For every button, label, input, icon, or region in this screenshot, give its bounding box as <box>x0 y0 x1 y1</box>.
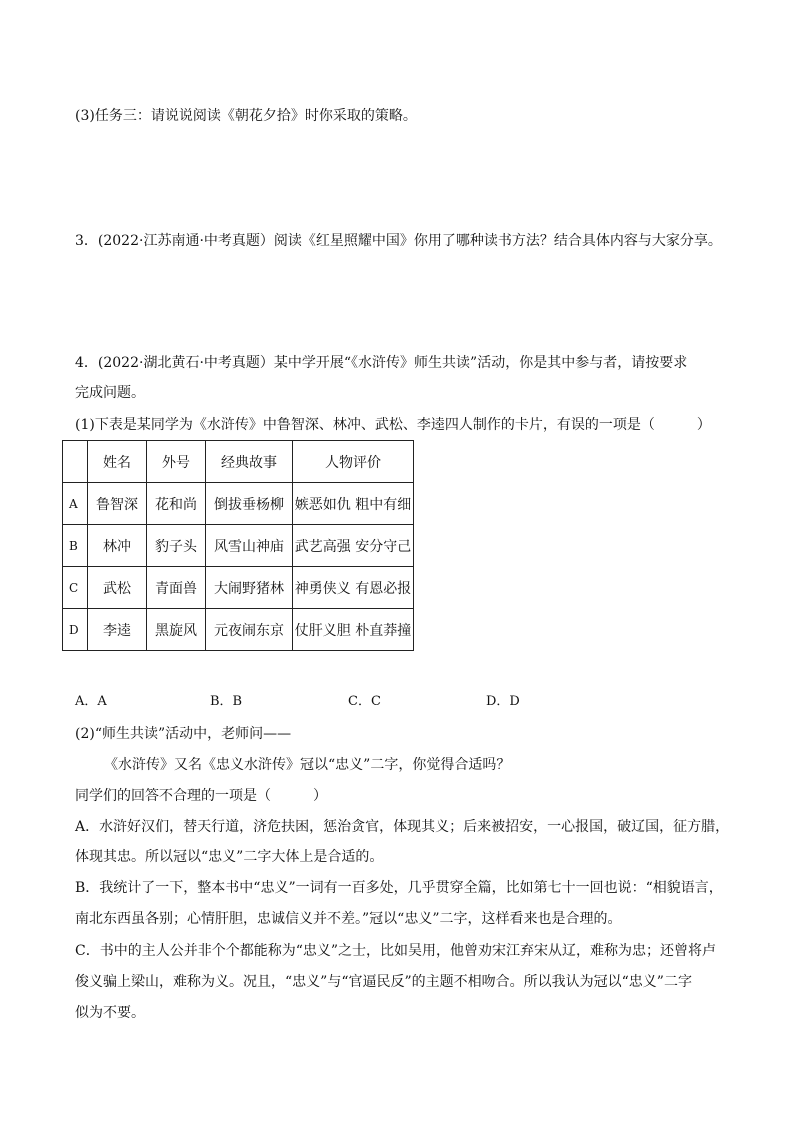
table-cell: 豹子头 <box>147 525 206 567</box>
table-cell: 黑旋风 <box>147 609 206 651</box>
table-row <box>63 525 414 567</box>
question-4-ask: 同学们的回答不合理的一项是（ ） <box>75 788 327 804</box>
answer-a-line1: A．水浒好汉们，替天行道，济危扶困，惩治贪官，体现其义；后来被招安，一心报国，破辽国，征方腊， <box>75 819 730 835</box>
option-d[interactable]: D．D <box>486 694 520 709</box>
question-3: 3．(2022·江苏南通·中考真题）阅读《红星照耀中国》你用了哪种读书方法？结合具体内容与大家分享。 <box>75 233 722 249</box>
table-row <box>63 567 414 609</box>
table-cell: 嫉恶如仇 粗中有细 <box>293 483 414 525</box>
question-4-sub1: (1)下表是某同学为《水浒传》中鲁智深、林冲、武松、李逵四人制作的卡片，有误的一项是（ ） <box>75 417 711 433</box>
table-cell: 李逵 <box>88 609 147 651</box>
table-cell: A <box>63 483 88 525</box>
answer-c-line1: C．书中的主人公并非个个都能称为“忠义”之士，比如吴用，他曾劝宋江弃宋从辽，难称为忠；还曾将卢 <box>75 943 717 959</box>
table-row <box>63 483 414 525</box>
option-a[interactable]: A．A <box>75 694 107 709</box>
table-cell: 花和尚 <box>147 483 206 525</box>
table-header-cell: 人物评价 <box>293 441 414 483</box>
answer-b-line1: B．我统计了一下，整本书中“忠义”一词有一百多处，几乎贯穿全篇，比如第七十一回也说：“相貌语言， <box>75 880 723 896</box>
table-cell: D <box>63 609 88 651</box>
answer-a-line2: 体现其忠。所以冠以“忠义”二字大体上是合适的。 <box>75 849 384 865</box>
table-header-cell <box>63 441 88 483</box>
answer-c-line3: 似为不要。 <box>75 1005 145 1021</box>
question-4-sub2: (2)“师生共读”活动中，老师问—— <box>75 726 292 742</box>
table-cell: 风雪山神庙 <box>206 525 293 567</box>
table-cell: B <box>63 525 88 567</box>
character-card-table <box>62 440 414 651</box>
table-cell: 武松 <box>88 567 147 609</box>
table-cell: 大闹野猪林 <box>206 567 293 609</box>
teacher-quote: 《水浒传》又名《忠义水浒传》冠以“忠义”二字，你觉得合适吗？ <box>104 757 511 773</box>
table-cell: 神勇侠义 有恩必报 <box>293 567 414 609</box>
table-cell: 鲁智深 <box>88 483 147 525</box>
table-cell: C <box>63 567 88 609</box>
table-cell: 元夜闹东京 <box>206 609 293 651</box>
table-header-cell: 经典故事 <box>206 441 293 483</box>
table-header-cell: 外号 <box>147 441 206 483</box>
question-4-line1: 4．(2022·湖北黄石·中考真题）某中学开展“《水浒传》师生共读”活动，你是其中参与者，请按要求 <box>75 355 688 371</box>
table-cell: 倒拔垂杨柳 <box>206 483 293 525</box>
table-cell: 武艺高强 安分守己 <box>293 525 414 567</box>
table-header-cell: 姓名 <box>88 441 147 483</box>
table-cell: 青面兽 <box>147 567 206 609</box>
table-cell: 仗肝义胆 朴直莽撞 <box>293 609 414 651</box>
table-cell: 林冲 <box>88 525 147 567</box>
option-b[interactable]: B．B <box>210 694 243 709</box>
table-header-row <box>63 441 414 483</box>
task3-question: (3)任务三：请说说阅读《朝花夕拾》时你采取的策略。 <box>75 108 417 124</box>
answer-b-line2: 南北东西虽各别；心情肝胆，忠诚信义并不差。”冠以“忠义”二字，这样看来也是合理的。 <box>75 911 622 927</box>
answer-c-line2: 俊义骗上梁山，难称为义。况且，“忠义”与“官逼民反”的主题不相吻合。所以我认为冠以“忠义”二字 <box>75 974 692 990</box>
option-c[interactable]: C．C <box>348 694 381 709</box>
table-row <box>63 609 414 651</box>
question-4-line2: 完成问题。 <box>75 385 145 401</box>
